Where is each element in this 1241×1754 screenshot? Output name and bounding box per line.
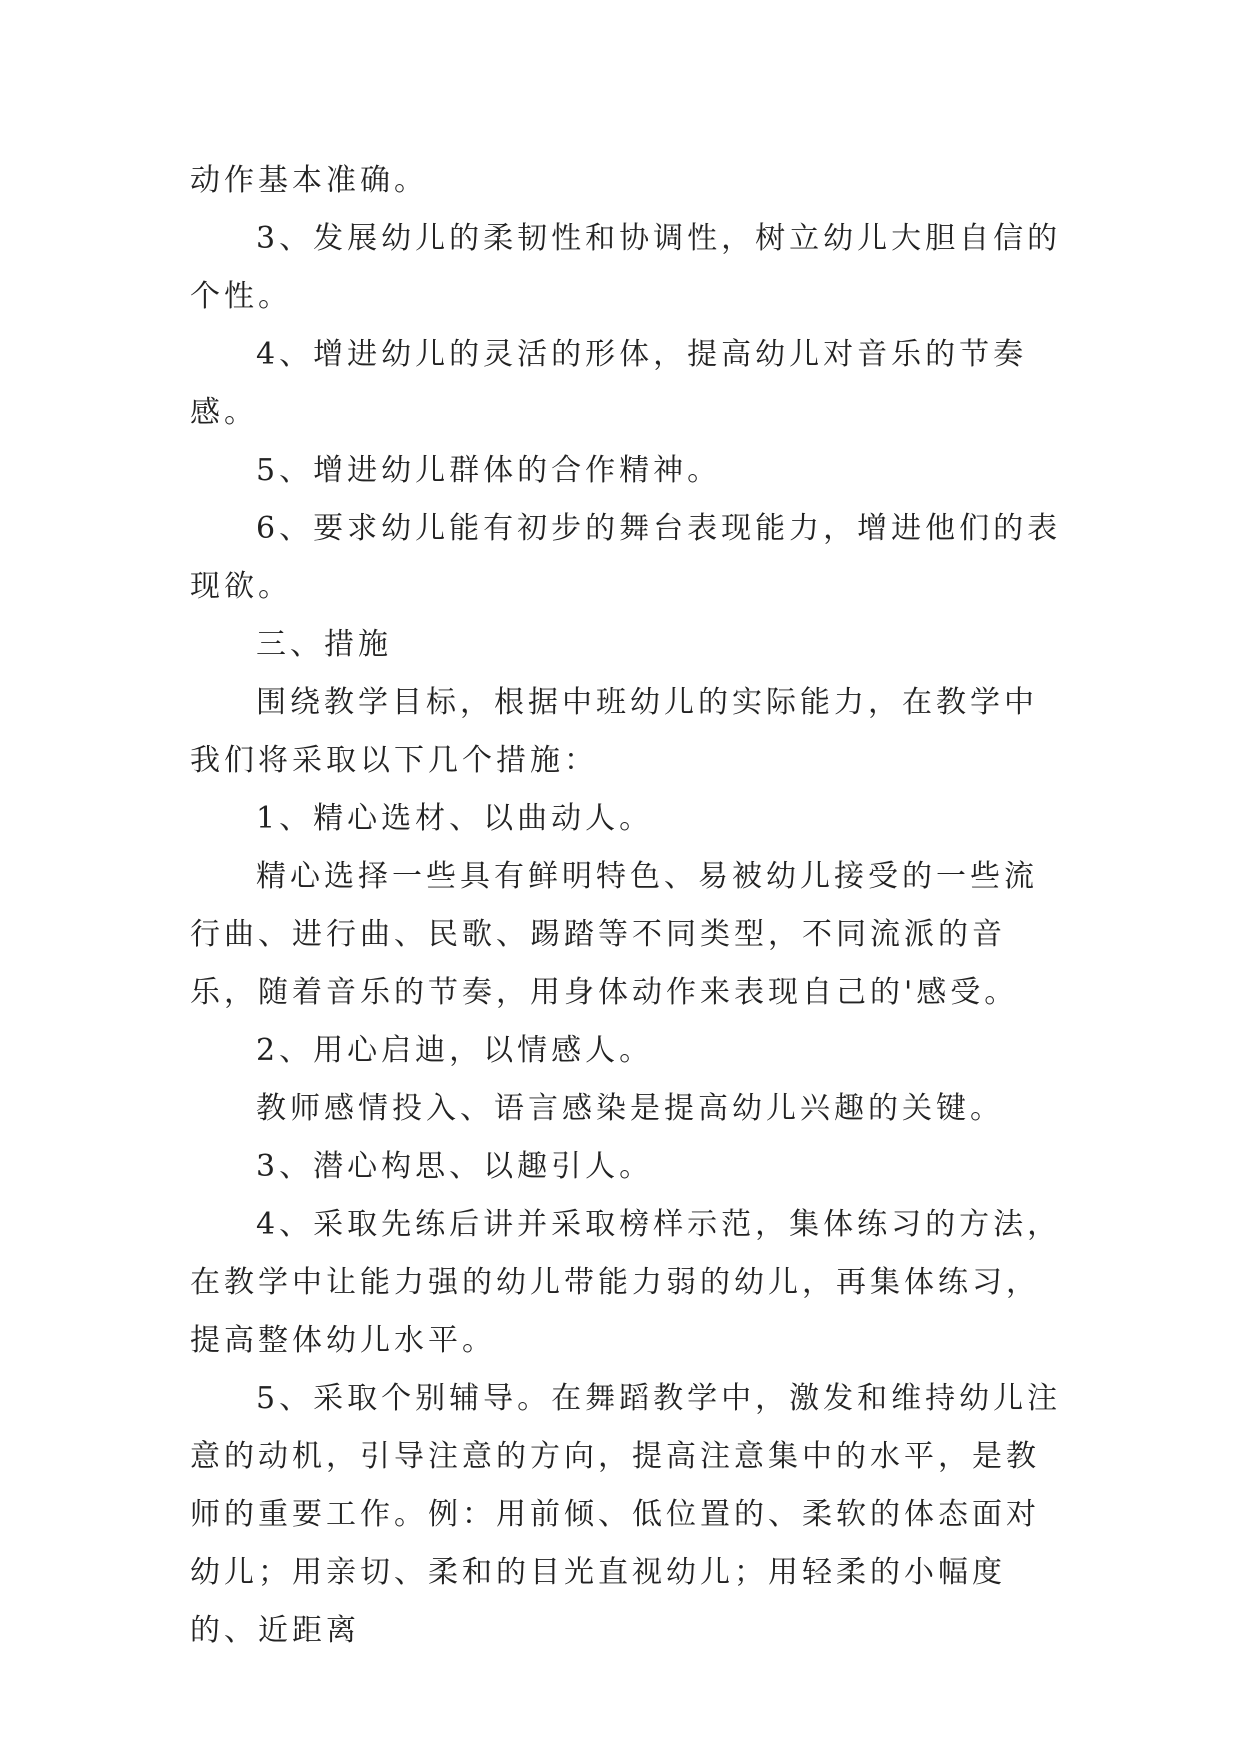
paragraph: 4、采取先练后讲并采取榜样示范，集体练习的方法，在教学中让能力强的幼儿带能力弱的幼儿，再集体练习，提高整体幼儿水平。 <box>190 1207 1062 1358</box>
paragraph: 围绕教学目标，根据中班幼儿的实际能力，在教学中我们将采取以下几个措施： <box>190 685 1038 778</box>
paragraph: 3、发展幼儿的柔韧性和协调性，树立幼儿大胆自信的个性。 <box>190 221 1062 314</box>
paragraph: 5、采取个别辅导。在舞蹈教学中，激发和维持幼儿注意的动机，引导注意的方向，提高注意集中的水平，是教师的重要工作。例：用前倾、低位置的、柔软的体态面对幼儿；用亲切、柔和的目光直视幼儿；用轻柔的小幅度的、近距离 <box>190 1381 1062 1648</box>
paragraph: 3、潜心构思、以趣引人。 <box>256 1149 654 1184</box>
paragraph: 精心选择一些具有鲜明特色、易被幼儿接受的一些流行曲、进行曲、民歌、踢踏等不同类型，不同流派的音乐，随着音乐的节奏，用身体动作来表现自己的'感受。 <box>190 859 1038 1010</box>
paragraph: 6、要求幼儿能有初步的舞台表现能力，增进他们的表现欲。 <box>190 511 1062 604</box>
document-body <box>190 152 1070 1660</box>
paragraph: 5、增进幼儿群体的合作精神。 <box>256 453 722 488</box>
paragraph: 教师感情投入、语言感染是提高幼儿兴趣的关键。 <box>256 1091 1004 1126</box>
paragraph: 1、精心选材、以曲动人。 <box>256 801 654 836</box>
paragraph: 2、用心启迪，以情感人。 <box>256 1033 654 1068</box>
paragraph: 4、增进幼儿的灵活的形体，提高幼儿对音乐的节奏感。 <box>190 337 1028 430</box>
paragraph: 动作基本准确。 <box>190 163 428 198</box>
section-heading: 三、措施 <box>256 627 392 662</box>
